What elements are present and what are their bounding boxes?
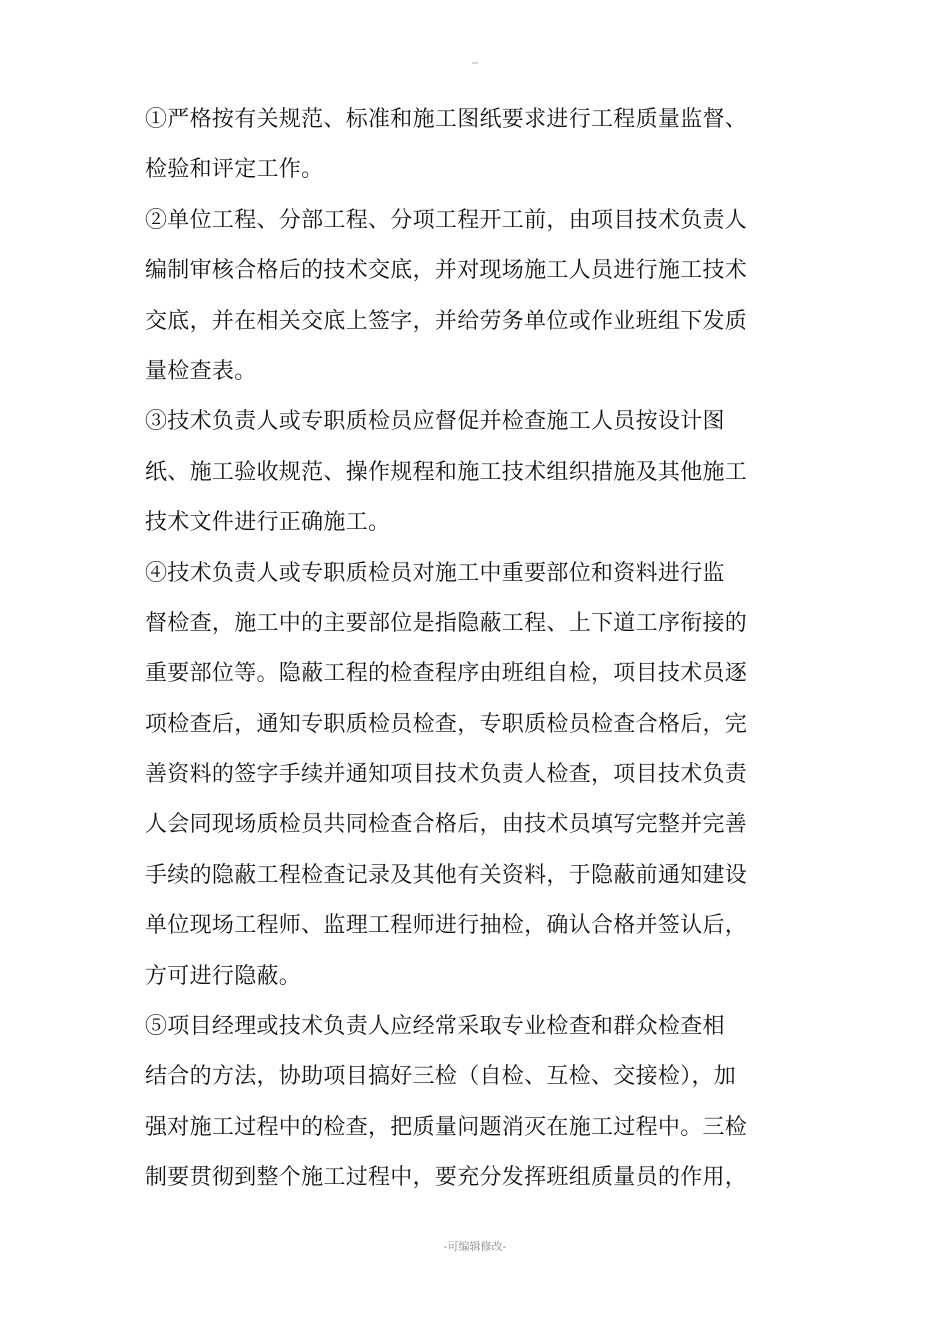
text-line: 检验和评定工作。 (145, 157, 324, 183)
text-line: 善资料的签字手续并通知项目技术负责人检查，项目技术负责 (145, 762, 748, 788)
document-body (145, 95, 755, 1204)
text-line: ①严格按有关规范、标准和施工图纸要求进行工程质量监督、 (145, 107, 748, 132)
text-line: 督检查，施工中的主要部位是指隐蔽工程、上下道工序衔接的 (145, 610, 748, 636)
text-line: ③技术负责人或专职质检员应督促并检查施工人员按设计图 (145, 409, 725, 435)
text-line: 制要贯彻到整个施工过程中，要充分发挥班组质量员的作用， (145, 1165, 748, 1191)
text-line: 方可进行隐蔽。 (145, 963, 302, 989)
page-footer: -可编辑修改- (443, 1240, 507, 1253)
text-line: 项检查后，通知专职质检员检查，专职质检员检查合格后，完 (145, 711, 748, 737)
text-line: 强对施工过程中的检查，把质量问题消灭在施工过程中。三检 (145, 1114, 748, 1140)
text-line: 量检查表。 (145, 358, 257, 384)
text-line: ⑤项目经理或技术负责人应经常采取专业检查和群众检查相 (145, 1014, 725, 1040)
text-line: 结合的方法，协助项目搞好三检（自检、互检、交接检），加 (145, 1064, 737, 1090)
text-line: 技术文件进行正确施工。 (145, 510, 391, 536)
text-line: 人会同现场质检员共同检查合格后，由技术员填写完整并完善 (145, 812, 748, 838)
text-line: 编制审核合格后的技术交底，并对现场施工人员进行施工技术 (145, 258, 748, 284)
text-line: ④技术负责人或专职质检员对施工中重要部位和资料进行监 (145, 560, 725, 586)
text-line: 手续的隐蔽工程检查记录及其他有关资料，于隐蔽前通知建设 (145, 862, 748, 888)
text-line: 重要部位等。隐蔽工程的检查程序由班组自检，项目技术员逐 (145, 661, 748, 687)
text-line: ②单位工程、分部工程、分项工程开工前，由项目技术负责人 (145, 207, 748, 233)
text-line: 单位现场工程师、监理工程师进行抽检，确认合格并签认后， (145, 913, 748, 939)
text-line: 交底，并在相关交底上签字，并给劳务单位或作业班组下发质 (145, 308, 748, 334)
text-line: 纸、施工验收规范、操作规程和施工技术组织措施及其他施工 (145, 459, 748, 485)
header-mark (472, 62, 478, 64)
